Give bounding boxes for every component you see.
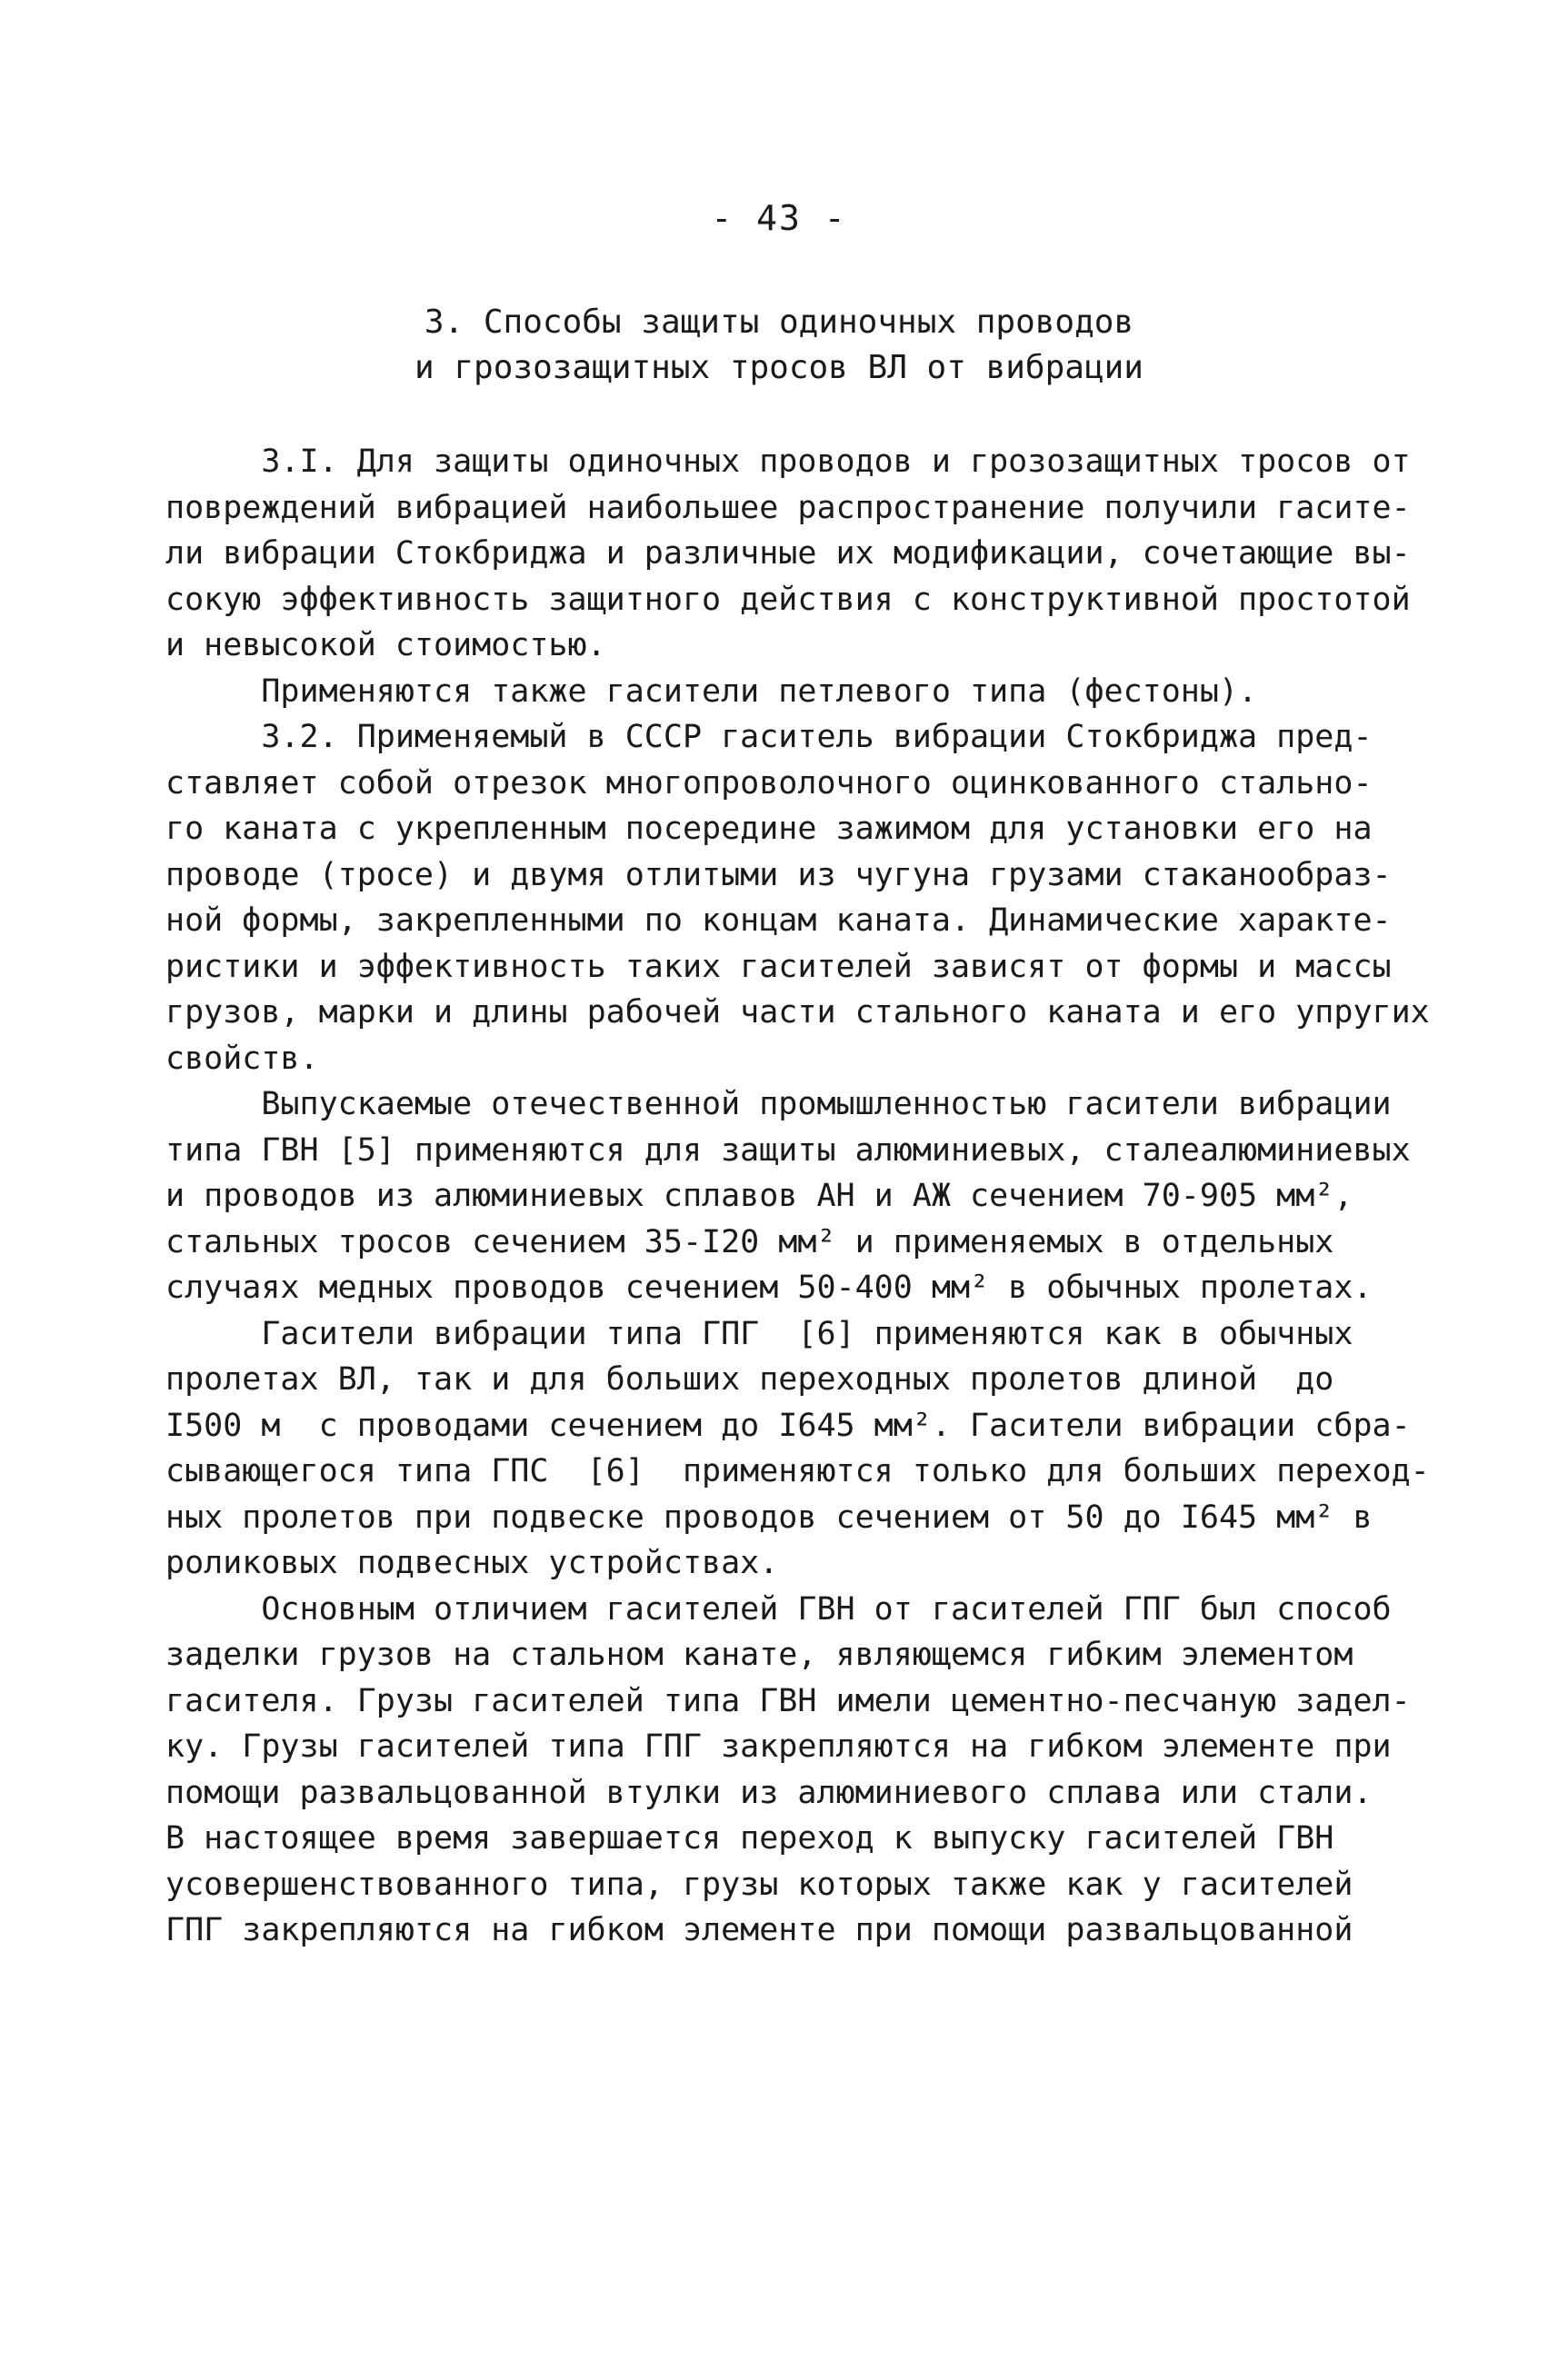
section-heading-line-1: 3. Способы защиты одиночных проводов [424,304,1134,341]
body-line: помощи развальцованной втулки из алюминиевого сплава или стали. [165,1774,1373,1811]
body-line: ли вибрации Стокбриджа и различные их модификации, сочетающие вы- [165,535,1411,572]
body-line: повреждений вибрацией наибольшее распространение получили гасите- [165,489,1411,526]
body-line: В настоящее время завершается переход к выпуску гасителей ГВН [165,1820,1334,1857]
section-heading [0,300,1558,391]
body-line: и проводов из алюминиевых сплавов АН и АЖ сечением 70-905 мм², [165,1178,1373,1214]
body-line: Основным отличием гасителей ГВН от гасителей ГПГ был способ [165,1590,1392,1628]
body-line: ристики и эффективность таких гасителей зависят от формы и массы [165,948,1392,985]
body-line: стальных тросов сечением 35-I20 мм² и применяемых в отдельных [165,1223,1334,1260]
body-line: сывающегося типа ГПС [6] применяются только для больших переход- [165,1453,1430,1489]
body-line: ной формы, закрепленными по концам каната. Динамические характе- [165,902,1392,939]
section-heading-line-2: и грозозащитных тросов ВЛ от вибрации [414,349,1144,386]
body-line: случаях медных проводов сечением 50-400 мм² в обычных пролетах. [165,1270,1373,1306]
body-line: ных пролетов при подвеске проводов сечением от 50 до I645 мм² в [165,1499,1373,1536]
body-line: 3.2. Применяемый в СССР гаситель вибрации Стокбриджа пред- [165,719,1373,755]
page-number: - 43 - [711,198,847,238]
body-line: заделки грузов на стальном канате, являющемся гибким элементом [165,1637,1353,1673]
body-line: Гасители вибрации типа ГПГ [6] применяются как в обычных [165,1315,1353,1352]
body-line: Выпускаемые отечественной промышленностью гасители вибрации [165,1086,1392,1122]
body-text [165,439,1430,1954]
body-line: свойств. [165,1040,319,1077]
body-line: проводе (тросе) и двумя отлитыми из чугуна грузами стаканообраз- [165,856,1392,893]
body-line: сокую эффективность защитного действия с конструктивной простотой [165,581,1411,618]
body-line: гасителя. Грузы гасителей типа ГВН имели цементно-песчаную задел- [165,1682,1411,1719]
body-line: ГПГ закрепляются на гибком элементе при помощи развальцованной [165,1912,1353,1948]
body-line: го каната с укрепленным посередине зажимом для установки его на [165,811,1373,847]
body-line: 3.I. Для защиты одиночных проводов и грозозащитных тросов от [165,443,1411,480]
body-line: усовершенствованного типа, грузы которых также как у гасителей [165,1866,1353,1903]
body-line: грузов, марки и длины рабочей части стального каната и его упругих [165,994,1430,1031]
body-line: I500 м с проводами сечением до I645 мм². Гасители вибрации сбра- [165,1407,1411,1444]
body-line: Применяются также гасители петлевого типа (фестоны). [165,672,1258,710]
body-line: и невысокой стоимостью. [165,627,606,663]
body-line: ставляет собой отрезок многопроволочного оцинкованного стально- [165,764,1373,802]
body-line: ку. Грузы гасителей типа ГПГ закрепляются на гибком элементе при [165,1728,1392,1765]
body-line: роликовых подвесных устройствах. [165,1545,779,1581]
body-line: пролетах ВЛ, так и для больших переходных пролетов длиной до [165,1361,1334,1398]
body-line: типа ГВН [5] применяются для защиты алюминиевых, сталеалюминиевых [165,1131,1411,1169]
